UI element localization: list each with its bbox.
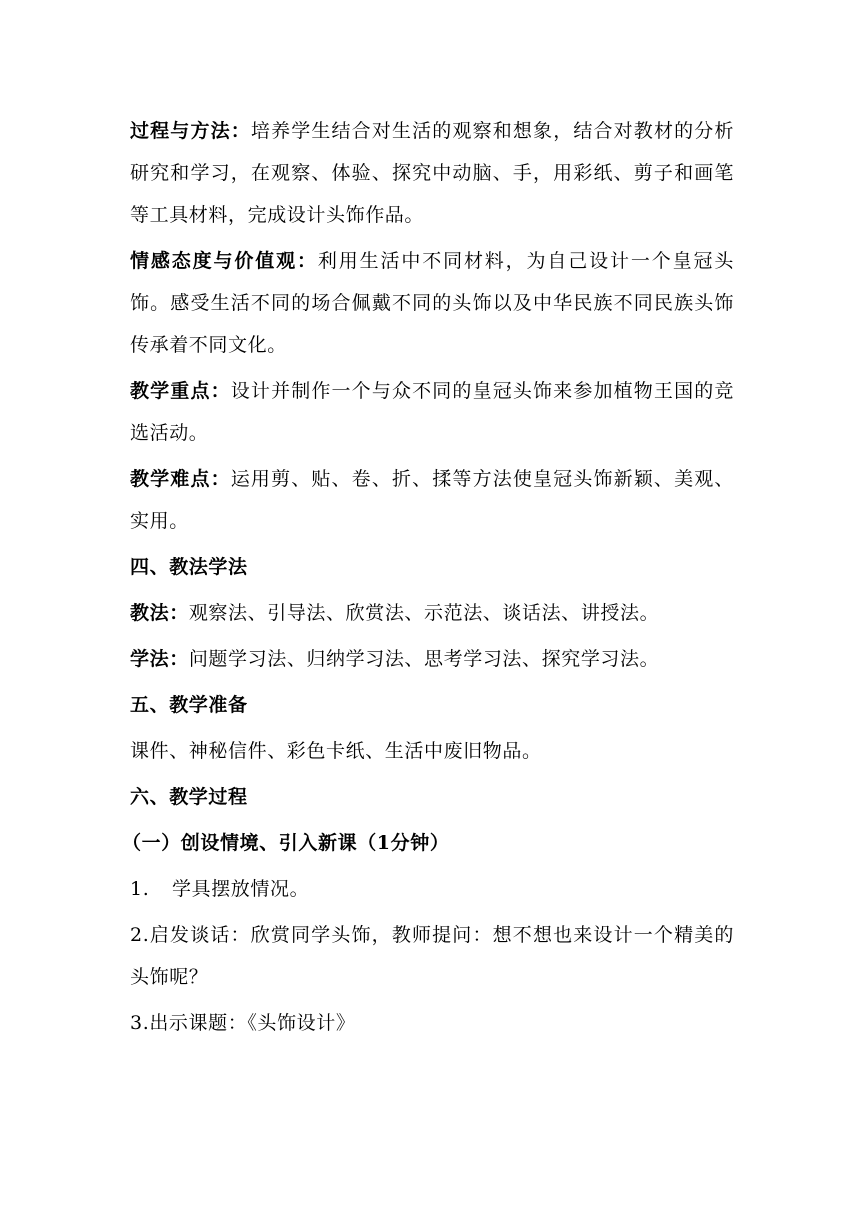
section-heading-preparation: 五、教学准备: [130, 694, 248, 716]
preparation-paragraph: 课件、神秘信件、彩色卡纸、生活中废旧物品。: [130, 740, 542, 762]
teach-method-paragraph: [130, 592, 734, 634]
document-page: [122, 110, 735, 1048]
emotion-value-paragraph: [130, 240, 734, 366]
section-heading-methods: 四、教法学法: [130, 556, 248, 578]
learn-method-text: 问题学习法、归纳学习法、思考学习法、探究学习法。: [188, 648, 660, 670]
subsection-heading-intro: （一）创设情境、引入新课（1分钟）: [122, 832, 450, 854]
process-method-label: 过程与方法：: [130, 120, 251, 142]
difficulty-paragraph: [130, 458, 734, 542]
step-3-paragraph: 3.出示课题：《头饰设计》: [130, 1012, 356, 1034]
teach-method-text: 观察法、引导法、欣赏法、示范法、谈话法、讲授法。: [188, 602, 660, 624]
step-1-number: 1.: [130, 878, 150, 900]
key-point-paragraph: [130, 370, 734, 454]
teach-method-label: 教法：: [130, 602, 189, 624]
key-point-label: 教学重点：: [130, 380, 231, 402]
section-heading-process: 六、教学过程: [130, 786, 248, 808]
difficulty-text: 运用剪、贴、卷、折、揉等方法使皇冠头饰新颖、美观、实用。: [130, 468, 734, 532]
process-method-paragraph: [130, 110, 734, 236]
step-1-paragraph: [130, 868, 734, 910]
emotion-value-text: 利用生活中不同材料，为自己设计一个皇冠头饰。感受生活不同的场合佩戴不同的头饰以及中华民族不同民族头饰传承着不同文化。: [130, 250, 734, 356]
key-point-text: 设计并制作一个与众不同的皇冠头饰来参加植物王国的竞选活动。: [130, 380, 734, 444]
learn-method-paragraph: [130, 638, 734, 680]
step-2-paragraph: 2.启发谈话：欣赏同学头饰，教师提问：想不想也来设计一个精美的头饰呢？: [130, 924, 734, 988]
step-1-text: 学具摆放情况。: [172, 878, 310, 900]
learn-method-label: 学法：: [130, 648, 189, 670]
process-method-text: 培养学生结合对生活的观察和想象，结合对教材的分析研究和学习，在观察、体验、探究中动脑、手，用彩纸、剪子和画笔等工具材料，完成设计头饰作品。: [130, 120, 735, 226]
difficulty-label: 教学难点：: [130, 468, 231, 490]
emotion-value-label: 情感态度与价值观：: [130, 250, 318, 272]
